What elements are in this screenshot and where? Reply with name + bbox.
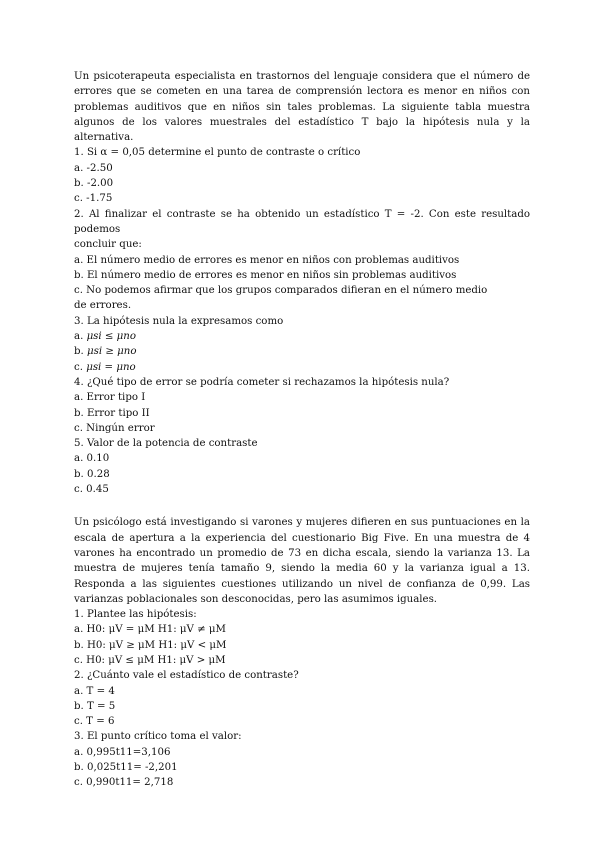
s1-q3-option-a xyxy=(74,329,530,344)
s1-q3-option-c-label: c. xyxy=(74,361,83,373)
s1-q3-option-c xyxy=(74,360,530,375)
s2-q3-question: 3. El punto crítico toma el valor: xyxy=(74,731,242,743)
s1-q5-option-c: c. 0.45 xyxy=(74,484,109,496)
document-page xyxy=(74,69,530,791)
s1-q2-option-c: c. No podemos afirmar que los grupos comparados difieran en el número medio xyxy=(74,285,488,297)
s1-q2-option-c-cont: de errores. xyxy=(74,300,132,312)
s1-q3-option-b xyxy=(74,344,530,359)
s1-q4-question: 4. ¿Qué tipo de error se podría cometer si rechazamos la hipótesis nula? xyxy=(74,376,450,388)
s1-q1-option-b: b. -2.00 xyxy=(74,178,114,190)
s2-q3-option-c: c. 0,990t11= 2,718 xyxy=(74,777,174,789)
s1-q3-question: 3. La hipótesis nula la expresamos como xyxy=(74,315,284,327)
s1-q1-question: 1. Si α = 0,05 determine el punto de contraste o crítico xyxy=(74,147,361,159)
section2-intro: Un psicólogo está investigando si varones y mujeres difieren en sus puntuaciones en la escala de apertura a la experiencia del cuestionario Big Five. En una muestra de 4 varones ha encontrado un promedio de 73 en dicha escala, siendo la varianza 13. La muestra de mujeres tenía tamaño 9, siendo la media 60 y la varianza igual a 13. Responda a las siguientes cuestiones utilizando un nivel de confianza de 0,99. Las varianzas poblacionales son desconocidas, pero las asumimos iguales. xyxy=(74,517,530,605)
s2-q3-option-b: b. 0,025t11= -2,201 xyxy=(74,762,178,774)
s1-q3-option-b-label: b. xyxy=(74,346,84,358)
s2-q1-option-a: a. H0: μV = μM H1: μV ≠ μM xyxy=(74,624,226,636)
s1-q4-option-c: c. Ningún error xyxy=(74,422,155,434)
s1-q2-option-b: b. El número medio de errores es menor en niños sin problemas auditivos xyxy=(74,269,457,281)
s1-q5-question: 5. Valor de la potencia de contraste xyxy=(74,438,258,450)
s2-q2-option-a: a. T = 4 xyxy=(74,685,115,697)
s1-q2-question: 2. Al finalizar el contraste se ha obtenido un estadístico T = -2. Con este resultado podemos xyxy=(74,208,530,235)
s1-q4-option-b: b. Error tipo II xyxy=(74,407,150,419)
section1-intro: Un psicoterapeuta especialista en trastornos del lenguaje considera que el número de errores que se cometen en una tarea de comprensión lectora es menor en niños con problemas auditivos que en niños sin tales problemas. La siguiente tabla muestra algunos de los valores muestrales del estadístico T bajo la hipótesis nula y la alternativa. xyxy=(74,71,530,144)
s2-q2-option-b: b. T = 5 xyxy=(74,700,116,712)
s1-q3-option-b-expr: μsi ≥ μno xyxy=(87,346,137,358)
s2-q2-option-c: c. T = 6 xyxy=(74,716,115,728)
s2-q2-question: 2. ¿Cuánto vale el estadístico de contraste? xyxy=(74,670,299,682)
s1-q3-option-c-expr: μsi = μno xyxy=(86,361,136,373)
s1-q2-option-a: a. El número medio de errores es menor en niños con problemas auditivos xyxy=(74,254,460,266)
s1-q1-option-c: c. -1.75 xyxy=(74,193,113,205)
s1-q5-option-b: b. 0.28 xyxy=(74,468,110,480)
s1-q3-option-a-expr: μsi ≤ μno xyxy=(86,331,136,343)
s2-q3-option-a: a. 0,995t11=3,106 xyxy=(74,746,171,758)
s2-q1-question: 1. Plantee las hipótesis: xyxy=(74,609,197,621)
s1-q2-question-cont: concluir que: xyxy=(74,239,142,251)
s2-q1-option-c: c. H0: μV ≤ μM H1: μV > μM xyxy=(74,654,226,666)
s1-q3-option-a-label: a. xyxy=(74,331,84,343)
s1-q5-option-a: a. 0.10 xyxy=(74,453,110,465)
s1-q4-option-a: a. Error tipo I xyxy=(74,392,146,404)
section-gap xyxy=(74,497,530,515)
s2-q1-option-b: b. H0: μV ≥ μM H1: μV < μM xyxy=(74,639,227,651)
s1-q1-option-a: a. -2.50 xyxy=(74,162,113,174)
